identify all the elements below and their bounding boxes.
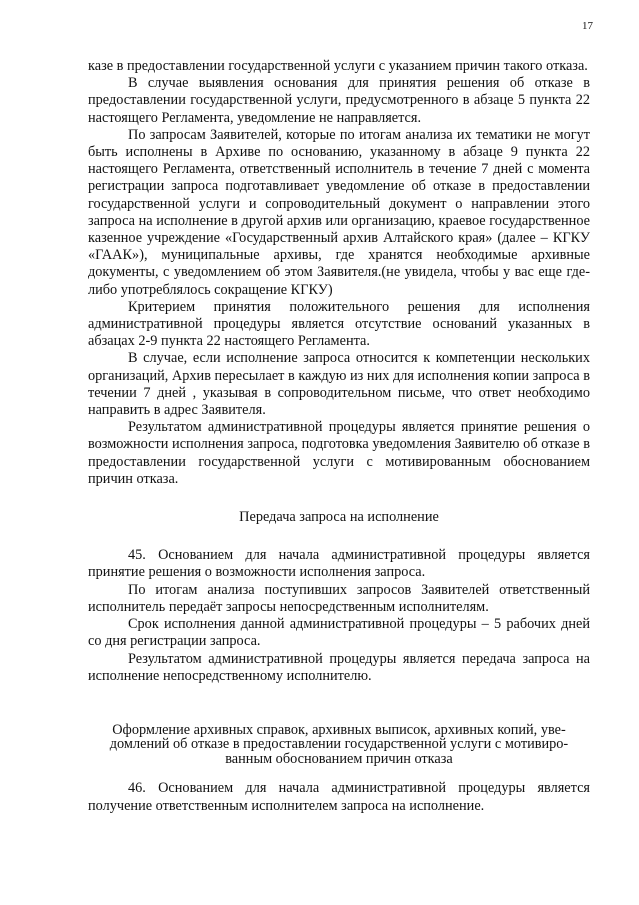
paragraph: 46. Основанием для начала административной процедуры является получение ответственным исполнителем запроса на исполнение. xyxy=(88,780,590,814)
paragraph: По итогам анализа поступивших запросов Заявителей ответственный исполнитель передаёт запросы непосредственным исполнителям. xyxy=(88,581,590,615)
paragraph: 45. Основанием для начала административной процедуры является принятие решения о возможности исполнения запроса. xyxy=(88,547,590,581)
document-body xyxy=(88,58,590,815)
paragraph-group-top xyxy=(88,58,590,488)
paragraph-group-bottom xyxy=(88,780,590,814)
page-number: 17 xyxy=(582,20,593,32)
section-title: Передача запроса на исполнение xyxy=(239,509,439,526)
paragraph: По запросам Заявителей, которые по итогам анализа их тематики не могут быть исполнены в Архиве по основанию, указанному в абзаце 9 пункта 22 настоящего Регламента, ответственный исполнитель в течение 7 дней с момента регистрации запроса подготавливает уведомление об отказе в предоставлении государственной услуги и сопроводительный документ о направлении этого запроса на исполнение в другой архив или организацию, краевое государственное казенное учреждение «Государственный архив Алтайского края» (далее – КГКУ «ГААК»), муниципальные архивы, где хранятся необходимые архивные документы, с уведомлением об этом Заявителя.(не увидела, чтобы у вас еще где-либо употреблялось сокращение КГКУ) xyxy=(88,126,590,298)
paragraph: казе в предоставлении государственной услуги с указанием причин такого отказа. xyxy=(88,58,588,74)
block-title-line: домлений об отказе в предоставлении государственной услуги с мотивиро- xyxy=(109,736,569,753)
paragraph: Срок исполнения данной административной процедуры – 5 рабочих дней со дня регистрации запроса. xyxy=(88,616,590,650)
block-title xyxy=(88,723,590,767)
paragraph: В случае, если исполнение запроса относится к компетенции нескольких организаций, Архив пересылает в каждую из них для исполнения копии запроса в течении 7 дней , указывая в сопроводительном письме, что ответ необходимо направить в адрес Заявителя. xyxy=(88,350,590,419)
paragraph-group-middle xyxy=(88,547,590,685)
block-title-line: ванным обоснованием причин отказа xyxy=(225,750,453,767)
paragraph: Результатом административной процедуры является принятие решения о возможности исполнения запроса, подготовка уведомления Заявителю об отказе в предоставлении государственной услуги с мотивированным обоснованием причин отказа. xyxy=(88,419,590,487)
block-title-line: Оформление архивных справок, архивных выписок, архивных копий, уве- xyxy=(112,721,566,738)
paragraph: Результатом административной процедуры является передача запроса на исполнение непосредственному исполнителю. xyxy=(88,650,590,684)
paragraph: Критерием принятия положительного решения для исполнения административной процедуры является отсутствие оснований указанных в абзацах 2-9 пункта 22 настоящего Регламента. xyxy=(88,298,590,350)
paragraph: В случае выявления основания для принятия решения об отказе в предоставлении государственной услуги, предусмотренного в абзаце 5 пункта 22 настоящего Регламента, уведомление не направляется. xyxy=(88,75,590,126)
